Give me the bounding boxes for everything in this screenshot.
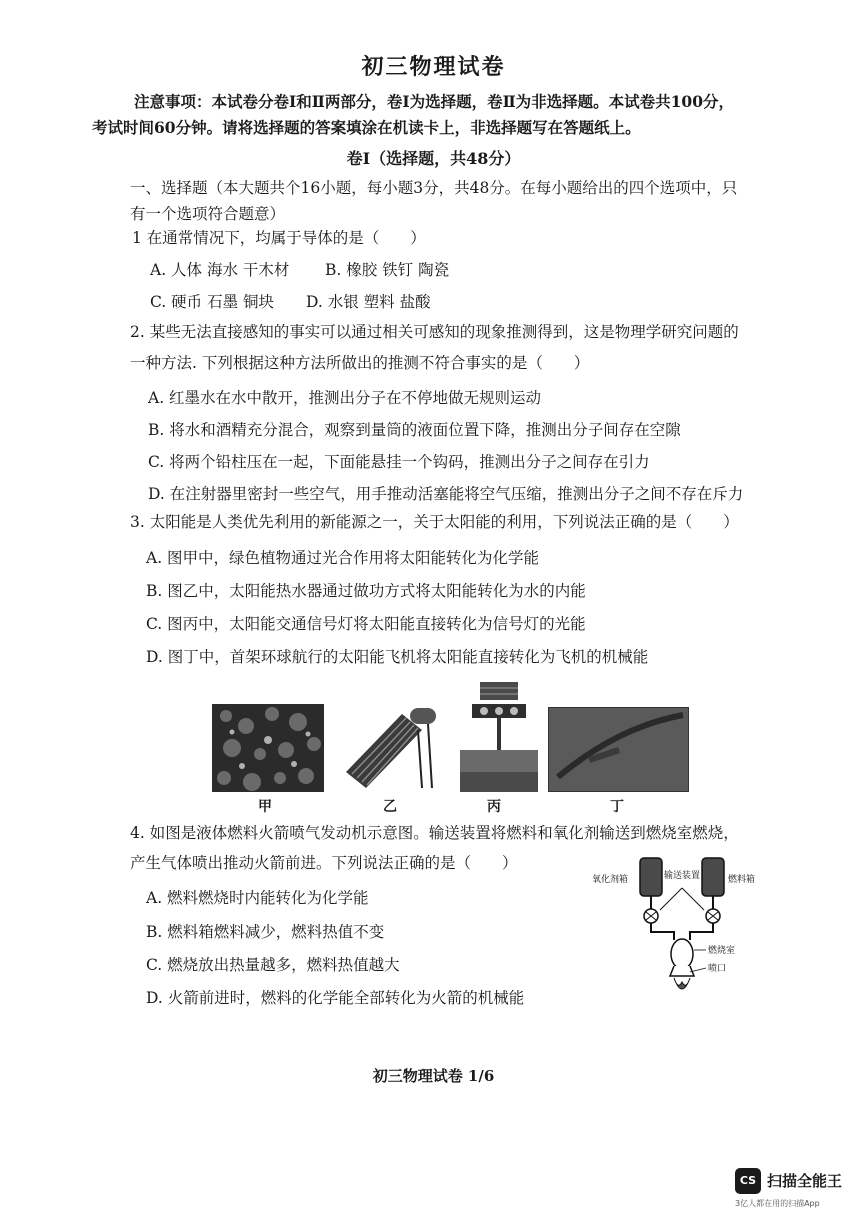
scanner-logo-icon: CS (735, 1168, 761, 1194)
section-title: 卷Ⅰ（选择题，共48分） (346, 149, 521, 168)
diagram-label-combustion-chamber: 燃烧室 (708, 946, 736, 956)
question-4-option-b: B. 燃料箱燃料减少，燃料热值不变 (146, 923, 385, 941)
question-3-stem: 3. 太阳能是人类优先利用的新能源之一，关于太阳能的利用，下列说法正确的是（ ） (130, 513, 739, 531)
page-title: 初三物理试卷 (361, 54, 506, 80)
question-4-option-c: C. 燃烧放出热量越多，燃料热值越大 (146, 956, 400, 974)
question-1-option-d: D. 水银 塑料 盐酸 (306, 293, 431, 311)
question-3-option-b: B. 图乙中，太阳能热水器通过做功方式将太阳能转化为水的内能 (146, 582, 586, 600)
question-4-stem-line-2: 产生气体喷出推动火箭前进。下列说法正确的是（ ） (130, 854, 518, 872)
question-2-option-c: C. 将两个铅柱压在一起，下面能悬挂一个钩码，推测出分子之间存在引力 (148, 453, 650, 471)
figure-caption-bing: 丙 (487, 799, 501, 815)
rocket-engine-diagram (590, 850, 765, 1002)
figure-ding-solar-plane (548, 707, 689, 792)
question-3-option-c: C. 图丙中，太阳能交通信号灯将太阳能直接转化为信号灯的光能 (146, 615, 586, 633)
figure-caption-yi: 乙 (383, 799, 397, 815)
scanner-app-tagline: 3亿人都在用的扫描App (735, 1199, 820, 1208)
diagram-label-nozzle: 喷口 (708, 964, 727, 974)
exam-notice (92, 89, 774, 141)
question-4-stem-line-1: 4. 如图是液体燃料火箭喷气发动机示意图。输送装置将燃料和氧化剂输送到燃烧室燃烧， (130, 824, 739, 842)
diagram-label-fuel-tank: 燃料箱 (728, 875, 756, 885)
notice-line-2: 考试时间60分钟。请将选择题的答案填涂在机读卡上，非选择题写在答题纸上。 (92, 118, 641, 137)
figure-jia-plant-photo (212, 704, 324, 792)
diagram-label-transfer-device: 输送装置 (664, 871, 701, 881)
question-2-stem-line-1: 2. 某些无法直接感知的事实可以通过相关可感知的现象推测得到，这是物理学研究问题的 (130, 323, 739, 341)
question-1-option-b: B. 橡胶 铁钉 陶瓷 (325, 261, 450, 279)
question-2-option-a: A. 红墨水在水中散开，推测出分子在不停地做无规则运动 (148, 389, 542, 407)
question-3-option-a: A. 图甲中，绿色植物通过光合作用将太阳能转化为化学能 (146, 549, 540, 567)
question-1-option-a: A. 人体 海水 干木材 (150, 261, 290, 279)
question-1-stem: 1 在通常情况下，均属于导体的是（ ） (132, 229, 426, 247)
question-2-option-b: B. 将水和酒精充分混合，观察到量筒的液面位置下降，推测出分子间存在空隙 (148, 421, 681, 439)
question-1-option-c: C. 硬币 石墨 铜块 (150, 293, 275, 311)
part-instructions-line-2: 有一个选项符合题意） (130, 205, 286, 223)
page-footer: 初三物理试卷 1/6 (372, 1067, 495, 1085)
scanner-app-name: 扫描全能王 (767, 1172, 843, 1190)
question-2-stem-line-2: 一种方法. 下列根据这种方法所做出的推测不符合事实的是（ ） (130, 354, 590, 372)
question-4-option-a: A. 燃料燃烧时内能转化为化学能 (146, 889, 369, 907)
question-3-option-d: D. 图丁中，首架环球航行的太阳能飞机将太阳能直接转化为飞机的机械能 (146, 648, 649, 666)
figure-caption-ding: 丁 (610, 799, 624, 815)
question-2-option-d: D. 在注射器里密封一些空气，用手推动活塞能将空气压缩，推测出分子之间不存在斥力 (148, 485, 744, 503)
figure-caption-jia: 甲 (258, 799, 272, 815)
diagram-label-oxidizer-tank: 氧化剂箱 (592, 875, 629, 885)
question-4-option-d: D. 火箭前进时，燃料的化学能全部转化为火箭的机械能 (146, 989, 525, 1007)
figure-bing-solar-traffic-light (460, 680, 538, 792)
figure-yi-solar-water-heater (340, 700, 440, 792)
scanner-watermark (735, 1168, 845, 1208)
notice-line-1: 注意事项：本试卷分卷Ⅰ和Ⅱ两部分，卷Ⅰ为选择题，卷Ⅱ为非选择题。本试卷共100分， (134, 92, 734, 111)
part-instructions-line-1: 一、选择题（本大题共个16小题，每小题3分，共48分。在每小题给出的四个选项中，只 (130, 179, 738, 197)
